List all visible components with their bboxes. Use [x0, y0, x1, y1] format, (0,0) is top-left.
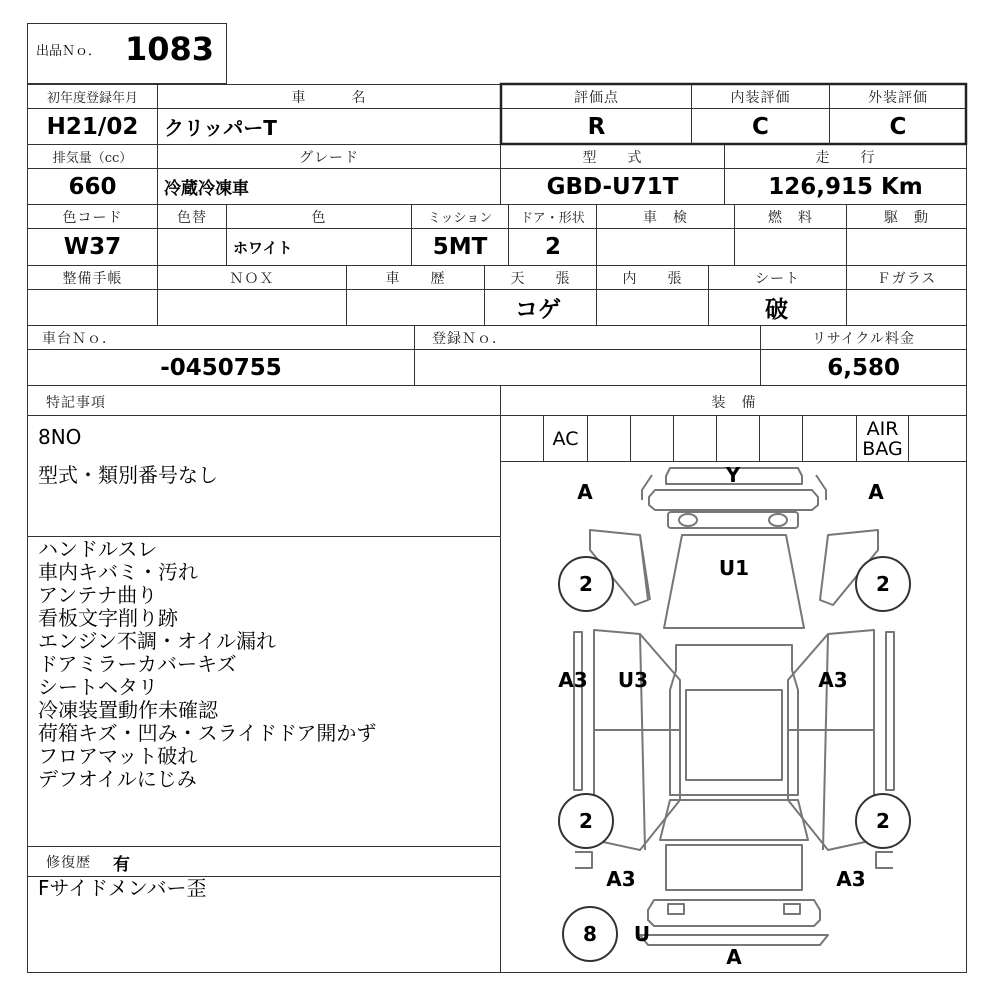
- maintenance-label: 整備手帳: [62, 270, 123, 287]
- mark-right-a3: A3: [818, 668, 848, 692]
- drive-label: 駆 動: [884, 209, 929, 226]
- history-value: [347, 290, 484, 325]
- mark-left-u3: U3: [617, 668, 649, 692]
- mark-left-a3: A3: [558, 668, 588, 692]
- mark-bottom-a: A: [726, 945, 742, 969]
- color-value: ホワイト: [233, 238, 293, 257]
- color-code-label: 色コード: [62, 209, 123, 226]
- equipment-cell: [909, 416, 966, 461]
- fglass-label: Ｆガラス: [876, 270, 937, 287]
- lot-label: 出品Ｎｏ．: [36, 44, 102, 59]
- color-code-value: W37: [63, 234, 122, 260]
- mark-top-y: Y: [725, 463, 741, 487]
- mark-roof-u1: U1: [718, 556, 750, 580]
- repaint-value: [158, 229, 226, 265]
- chassis-label: 車台Ｎｏ．: [42, 330, 117, 347]
- nox-value: [158, 290, 346, 325]
- displacement-value: 660: [68, 173, 117, 200]
- equipment-ac: AC: [552, 427, 579, 450]
- inspection-value: [597, 229, 734, 265]
- fuel-label: 燃 料: [768, 209, 813, 226]
- lot-number: 1083: [125, 30, 215, 68]
- displacement-label: 排気量（cc）: [52, 151, 133, 166]
- equipment-airbag: AIR BAG: [862, 417, 903, 460]
- equipment-cell: [803, 416, 856, 461]
- nox-label: ＮＯＸ: [229, 270, 275, 287]
- car-name-value: クリッパーT: [164, 116, 277, 140]
- color-label: 色: [311, 209, 327, 226]
- ceiling-value: コゲ: [515, 297, 561, 323]
- note-item: 看板文字削り跡: [38, 606, 178, 630]
- note-item: ハンドルスレ: [38, 537, 158, 561]
- mark-right-rear: 2: [855, 793, 911, 849]
- mission-label: ミッション: [427, 211, 493, 226]
- mark-bottom-circle: 8: [562, 906, 618, 962]
- equipment-cell: [674, 416, 716, 461]
- repair-label: 修復歴: [46, 855, 91, 871]
- fuel-value: [735, 229, 846, 265]
- seat-label: シート: [755, 270, 800, 287]
- note-item: エンジン不調・オイル漏れ: [38, 629, 276, 653]
- mileage-value: 126,915 Km: [768, 173, 923, 200]
- interior-grade-label: 内装評価: [730, 89, 791, 106]
- car-name-label: 車 名: [291, 89, 367, 106]
- mark-right-fender: 2: [855, 556, 911, 612]
- equipment-cell: [631, 416, 673, 461]
- repaint-label: 色替: [177, 209, 207, 226]
- year-value: H21/02: [46, 113, 139, 140]
- inspection-label: 車 検: [643, 209, 688, 226]
- mark-bottom-right-a3: A3: [836, 867, 866, 891]
- interior-grade-value: C: [752, 113, 769, 140]
- history-label: 車 歴: [385, 270, 446, 287]
- model-label: 型 式: [582, 149, 643, 166]
- equipment-cell: [501, 416, 543, 461]
- mark-top-right-a: A: [868, 480, 884, 504]
- mark-bottom-u: U: [633, 922, 651, 946]
- mark-left-rear: 2: [558, 793, 614, 849]
- notes-label: 特記事項: [46, 395, 106, 411]
- note-item: 荷箱キズ・凹み・スライドドア開かず: [38, 721, 377, 745]
- fglass-value: [847, 290, 966, 325]
- interior-lining-label: 内 張: [622, 270, 683, 287]
- equipment-cell: [588, 416, 630, 461]
- mileage-label: 走 行: [815, 149, 876, 166]
- repair-detail: Fサイドメンバー歪: [38, 876, 207, 900]
- model-value: GBD-U71T: [546, 173, 679, 200]
- note-item: 車内キバミ・汚れ: [38, 560, 198, 584]
- drive-value: [847, 229, 966, 265]
- score-label: 評価点: [574, 89, 619, 106]
- year-label: 初年度登録年月: [46, 91, 138, 106]
- grade-value: 冷蔵冷凍車: [164, 179, 249, 199]
- door-value: 2: [545, 234, 562, 260]
- note-item: アンテナ曲り: [38, 583, 158, 607]
- mission-value: 5MT: [432, 234, 488, 260]
- mark-left-fender: 2: [558, 556, 614, 612]
- note-item: ドアミラーカバーキズ: [38, 652, 237, 676]
- chassis-value: -0450755: [160, 354, 282, 381]
- notes-list: [38, 538, 376, 791]
- seat-value: 破: [765, 297, 788, 323]
- note-top-2: 型式・類別番号なし: [38, 463, 218, 487]
- maintenance-value: [28, 290, 157, 325]
- repair-value: 有: [113, 854, 130, 875]
- equipment-cell: [760, 416, 802, 461]
- note-item: シートヘタリ: [38, 675, 158, 699]
- note-item: フロアマット破れ: [38, 744, 198, 768]
- mark-top-left-a: A: [577, 480, 593, 504]
- note-item: 冷凍装置動作未確認: [38, 698, 218, 722]
- ceiling-label: 天 張: [510, 270, 571, 287]
- interior-lining-value: [597, 290, 708, 325]
- recycle-value: 6,580: [827, 354, 900, 381]
- registration-label: 登録Ｎｏ．: [432, 330, 507, 347]
- exterior-grade-label: 外装評価: [868, 89, 928, 106]
- recycle-label: リサイクル料金: [811, 330, 916, 347]
- grade-label: グレード: [299, 149, 359, 166]
- note-item: デフオイルにじみ: [38, 767, 197, 791]
- equipment-label: 装 備: [711, 395, 757, 411]
- exterior-grade-value: C: [889, 113, 907, 140]
- registration-value: [415, 350, 760, 385]
- door-label: ドア・形状: [520, 211, 585, 226]
- equipment-cell: [717, 416, 759, 461]
- score-value: R: [587, 113, 606, 140]
- note-top-1: 8NO: [38, 425, 82, 449]
- mark-bottom-left-a3: A3: [606, 867, 636, 891]
